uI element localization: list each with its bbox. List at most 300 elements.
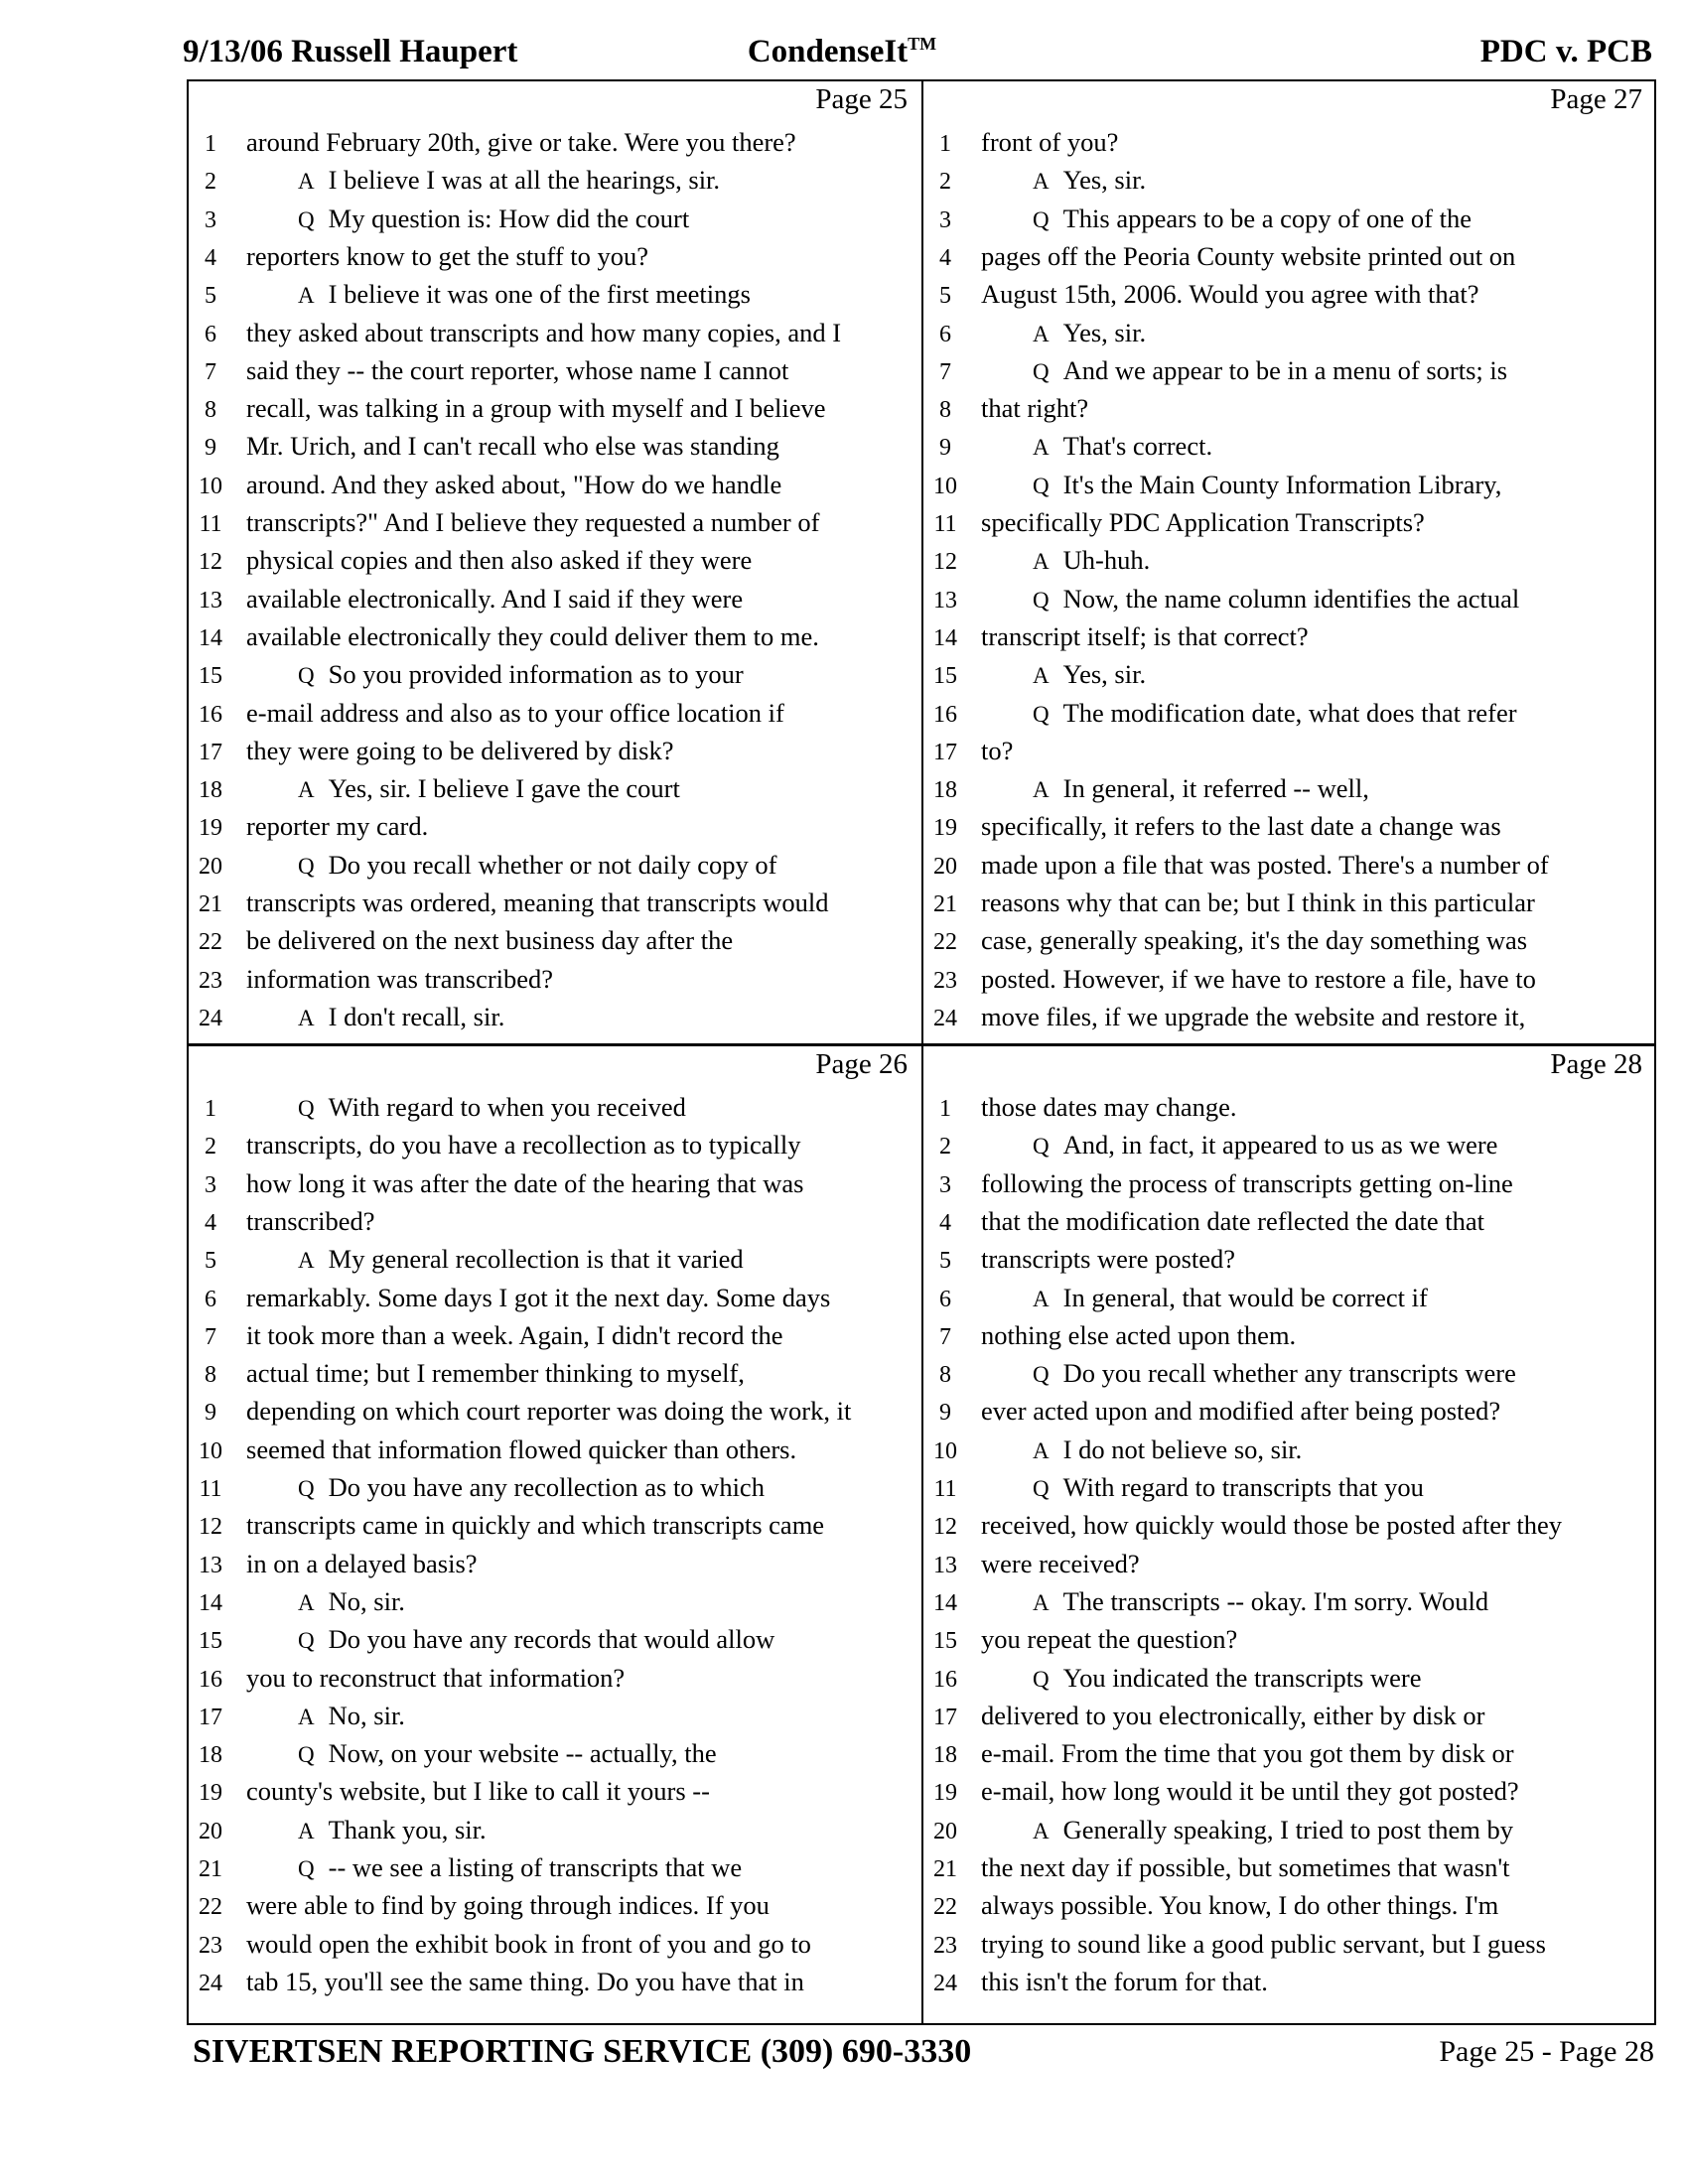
- line-number: 15: [199, 663, 222, 690]
- transcript-line: [189, 1925, 811, 1963]
- testimony-text: In general, that would be correct if: [1062, 1282, 1428, 1312]
- line-number: 5: [939, 1248, 951, 1275]
- line-text: [981, 921, 1527, 959]
- line-text: [246, 694, 784, 732]
- line-text: [298, 1848, 742, 1888]
- line-text: [981, 1963, 1268, 2000]
- line-text: [1033, 1354, 1516, 1394]
- line-text: [298, 1088, 686, 1128]
- line-text: [298, 655, 744, 695]
- testimony-text: e-mail. From the time that you got them by disk or: [981, 1738, 1514, 1769]
- transcript-line: [189, 1963, 804, 2000]
- transcript-line: [189, 1354, 745, 1392]
- line-number: 10: [933, 1437, 957, 1464]
- line-number: 24: [933, 1005, 957, 1031]
- line-text: [981, 1620, 1237, 1658]
- testimony-text: they were going to be delivered by disk?: [246, 735, 674, 765]
- line-text: [298, 998, 504, 1037]
- testimony-text: So you provided information as to your: [328, 659, 744, 690]
- testimony-text: be delivered on the next business day after the: [246, 925, 734, 956]
- line-number: 21: [199, 1856, 222, 1882]
- speaker-label: A: [298, 1589, 315, 1615]
- line-number: 9: [205, 1400, 216, 1427]
- transcript-line: [189, 1848, 743, 1886]
- line-text: [246, 960, 553, 998]
- transcript-line: [923, 1620, 1238, 1658]
- line-text: [1033, 161, 1146, 201]
- testimony-text: that right?: [981, 393, 1089, 424]
- testimony-text: transcripts?" And I believe they requested a number of: [246, 507, 820, 537]
- line-text: [246, 503, 819, 541]
- testimony-text: following the process of transcripts getting on-line: [981, 1167, 1513, 1198]
- line-number: 23: [199, 1932, 222, 1959]
- transcript-line: [923, 1811, 1513, 1848]
- testimony-text: pages off the Peoria County website printed out on: [981, 240, 1516, 271]
- testimony-text: said they -- the court reporter, whose name I cannot: [246, 354, 789, 385]
- transcript-line: [923, 1240, 1236, 1278]
- line-number: 19: [199, 815, 222, 842]
- transcript-line: [189, 960, 554, 998]
- testimony-text: seemed that information flowed quicker than others.: [246, 1433, 797, 1464]
- line-number: 6: [205, 321, 216, 347]
- transcript-line: [923, 1468, 1424, 1506]
- testimony-text: would open the exhibit book in front of you and go to: [246, 1928, 811, 1959]
- line-number: 17: [199, 739, 222, 765]
- line-number: 18: [933, 1742, 957, 1769]
- line-number: 5: [205, 1248, 216, 1275]
- transcript-line: [923, 1848, 1510, 1886]
- speaker-label: Q: [298, 1096, 315, 1121]
- line-number: 9: [939, 1400, 951, 1427]
- line-text: [246, 1202, 375, 1240]
- speaker-label: A: [1033, 1286, 1050, 1311]
- line-number: 21: [933, 1856, 957, 1882]
- speaker-label: A: [1033, 1589, 1050, 1615]
- transcript-line: [923, 1545, 1140, 1582]
- line-text: [981, 998, 1525, 1035]
- line-text: [246, 1886, 770, 1924]
- transcript-line: [923, 807, 1501, 845]
- line-text: [298, 1468, 765, 1508]
- line-number: 15: [933, 663, 957, 690]
- line-text: [246, 541, 752, 579]
- line-text: [981, 1734, 1514, 1772]
- testimony-text: Yes, sir.: [1062, 165, 1147, 196]
- line-text: [1033, 427, 1212, 467]
- testimony-text: specifically PDC Application Transcripts?: [981, 507, 1425, 537]
- transcript-line: [189, 1506, 825, 1544]
- speaker-label: A: [1033, 169, 1050, 195]
- testimony-text: trying to sound like a good public servant, but I guess: [981, 1928, 1546, 1959]
- line-text: [981, 1164, 1513, 1202]
- line-text: [246, 884, 829, 921]
- line-number: 7: [205, 1323, 216, 1350]
- line-text: [298, 161, 720, 201]
- transcript-line: [189, 884, 829, 921]
- line-text: [246, 1126, 801, 1163]
- line-number: 10: [199, 1437, 222, 1464]
- speaker-label: Q: [298, 663, 315, 689]
- line-number: 1: [939, 131, 951, 157]
- testimony-text: e-mail address and also as to your office location if: [246, 697, 784, 728]
- testimony-text: -- we see a listing of transcripts that we: [328, 1852, 743, 1882]
- transcript-line: [189, 1431, 797, 1468]
- line-text: [981, 1925, 1546, 1963]
- testimony-text: Do you have any recollection as to which: [328, 1472, 765, 1502]
- testimony-text: Do you recall whether or not daily copy of: [328, 849, 777, 880]
- speaker-label: Q: [298, 1628, 315, 1654]
- speaker-label: A: [1033, 435, 1050, 461]
- line-text: [246, 617, 819, 655]
- line-text: [298, 1620, 774, 1660]
- line-number: 13: [199, 587, 222, 614]
- line-text: [981, 1240, 1235, 1278]
- line-text: [1033, 1468, 1424, 1508]
- speaker-label: Q: [1033, 1476, 1050, 1501]
- testimony-text: transcripts, do you have a recollection as to typically: [246, 1130, 801, 1160]
- transcript-line: [189, 921, 734, 959]
- line-text: [246, 580, 743, 617]
- line-text: [1033, 466, 1501, 505]
- transcript-line: [923, 960, 1536, 998]
- line-number: 14: [199, 624, 222, 651]
- line-text: [246, 1392, 851, 1430]
- testimony-text: depending on which court reporter was doing the work, it: [246, 1396, 852, 1427]
- testimony-text: Generally speaking, I tried to post them by: [1062, 1814, 1513, 1844]
- transcript-line: [923, 1659, 1422, 1697]
- line-text: [246, 237, 648, 275]
- transcript-line: [923, 1126, 1498, 1163]
- transcript-line: [923, 1279, 1428, 1316]
- speaker-label: A: [1033, 1437, 1050, 1463]
- testimony-text: tab 15, you'll see the same thing. Do you have that in: [246, 1966, 804, 1996]
- line-number: 13: [933, 587, 957, 614]
- line-number: 23: [933, 1932, 957, 1959]
- testimony-text: in on a delayed basis?: [246, 1548, 478, 1578]
- line-text: [1033, 1659, 1421, 1699]
- line-text: [981, 1848, 1509, 1886]
- testimony-text: delivered to you electronically, either by disk or: [981, 1700, 1485, 1730]
- transcript-line: [189, 389, 826, 427]
- testimony-text: transcript itself; is that correct?: [981, 620, 1309, 651]
- testimony-text: how long it was after the date of the hearing that was: [246, 1167, 804, 1198]
- line-number: 22: [199, 1894, 222, 1921]
- testimony-text: nothing else acted upon them.: [981, 1319, 1297, 1350]
- speaker-label: Q: [298, 1856, 315, 1881]
- transcript-line: [923, 351, 1508, 389]
- transcript-line: [923, 769, 1369, 807]
- speaker-label: Q: [1033, 358, 1050, 384]
- testimony-text: Now, on your website -- actually, the: [328, 1738, 717, 1769]
- transcript-line: [189, 1392, 852, 1430]
- speaker-label: A: [298, 283, 315, 309]
- testimony-text: I don't recall, sir.: [328, 1001, 505, 1031]
- speaker-label: Q: [1033, 1666, 1050, 1692]
- line-text: [1033, 1126, 1497, 1165]
- transcript-line: [189, 846, 777, 884]
- transcript-line: [189, 1620, 775, 1658]
- line-number: 22: [199, 929, 222, 956]
- line-text: [981, 503, 1425, 541]
- line-text: [1033, 541, 1150, 581]
- transcript-line: [189, 200, 690, 237]
- testimony-text: made upon a file that was posted. There's a number of: [981, 849, 1549, 880]
- line-text: [1033, 655, 1146, 695]
- transcript-line: [189, 769, 680, 807]
- transcript-line: [189, 427, 779, 465]
- testimony-text: those dates may change.: [981, 1092, 1237, 1122]
- testimony-text: front of you?: [981, 127, 1119, 157]
- line-number: 1: [205, 131, 216, 157]
- line-number: 2: [939, 169, 951, 196]
- testimony-text: Yes, sir.: [1062, 659, 1147, 690]
- line-text: [246, 921, 733, 959]
- testimony-text: transcripts came in quickly and which transcripts came: [246, 1510, 825, 1541]
- transcript-line: [923, 1734, 1514, 1772]
- panel-page-title: Page 28: [1550, 1048, 1642, 1080]
- header-product-name: [0, 34, 1684, 70]
- testimony-text: always possible. You know, I do other things. I'm: [981, 1890, 1499, 1921]
- transcript-line: [189, 1202, 375, 1240]
- testimony-text: case, generally speaking, it's the day something was: [981, 925, 1528, 956]
- testimony-text: specifically, it refers to the last date a change was: [981, 811, 1501, 842]
- testimony-text: Do you have any records that would allow: [328, 1624, 775, 1655]
- line-number: 12: [933, 549, 957, 576]
- testimony-text: information was transcribed?: [246, 963, 554, 994]
- line-number: 15: [199, 1628, 222, 1655]
- line-number: 16: [199, 701, 222, 728]
- transcript-line: [923, 1316, 1297, 1354]
- transcript-line: [189, 1582, 405, 1620]
- line-text: [246, 1354, 745, 1392]
- line-number: 7: [939, 358, 951, 385]
- transcript-line: [189, 617, 819, 655]
- testimony-text: My general recollection is that it varied: [328, 1244, 744, 1275]
- transcript-line: [923, 314, 1147, 351]
- transcript-line: [923, 161, 1147, 199]
- transcript-line: [189, 1240, 744, 1278]
- testimony-text: My question is: How did the court: [328, 203, 690, 233]
- line-text: [981, 1697, 1485, 1734]
- line-number: 3: [939, 206, 951, 233]
- testimony-text: available electronically. And I said if they were: [246, 583, 744, 614]
- testimony-text: transcribed?: [246, 1205, 375, 1236]
- transcript-line: [923, 200, 1472, 237]
- testimony-text: No, sir.: [328, 1585, 405, 1616]
- line-number: 24: [933, 1970, 957, 1996]
- line-text: [246, 1316, 783, 1354]
- testimony-text: The modification date, what does that refer: [1062, 697, 1517, 728]
- transcript-line: [189, 1088, 686, 1126]
- line-text: [246, 389, 826, 427]
- line-number: 6: [939, 1286, 951, 1312]
- transcript-line: [189, 1545, 478, 1582]
- line-text: [298, 846, 776, 886]
- speaker-label: Q: [1033, 206, 1050, 232]
- transcript-line: [189, 1126, 801, 1163]
- line-number: 8: [939, 1362, 951, 1389]
- speaker-label: Q: [1033, 587, 1050, 613]
- transcript-line: [189, 998, 505, 1035]
- line-text: [1033, 200, 1472, 239]
- line-text: [1033, 351, 1507, 391]
- line-number: 18: [199, 777, 222, 804]
- line-number: 11: [933, 511, 957, 537]
- line-text: [1033, 694, 1517, 734]
- speaker-label: A: [298, 1818, 315, 1843]
- panel-page-title: Page 27: [1550, 83, 1642, 115]
- line-number: 8: [205, 397, 216, 424]
- speaker-label: A: [298, 169, 315, 195]
- transcript-line: [189, 503, 820, 541]
- line-number: 10: [199, 473, 222, 499]
- line-text: [981, 1088, 1237, 1126]
- line-number: 1: [939, 1096, 951, 1122]
- transcript-line: [189, 732, 674, 769]
- testimony-text: Mr. Urich, and I can't recall who else was standing: [246, 431, 779, 462]
- line-number: 7: [205, 358, 216, 385]
- testimony-text: recall, was talking in a group with myself and I believe: [246, 393, 826, 424]
- transcript-line: [923, 1354, 1516, 1392]
- testimony-text: were able to find by going through indices. If you: [246, 1890, 770, 1921]
- line-number: 13: [933, 1552, 957, 1578]
- transcript-panel-page-26: [189, 1046, 921, 2011]
- header-case-name: PDC v. PCB: [1479, 34, 1652, 69]
- testimony-text: this isn't the forum for that.: [981, 1966, 1268, 1996]
- speaker-label: A: [298, 1005, 315, 1030]
- testimony-text: I believe it was one of the first meetings: [328, 279, 751, 310]
- testimony-text: to?: [981, 735, 1014, 765]
- testimony-text: they asked about transcripts and how many copies, and I: [246, 317, 842, 347]
- transcript-line: [189, 237, 649, 275]
- testimony-text: physical copies and then also asked if they were: [246, 545, 753, 576]
- line-number: 18: [933, 777, 957, 804]
- line-text: [246, 1772, 710, 1810]
- speaker-label: Q: [298, 206, 315, 232]
- line-text: [1033, 769, 1369, 809]
- footer-reporting-service: SIVERTSEN REPORTING SERVICE (309) 690-3330: [193, 2033, 972, 2070]
- testimony-text: that the modification date reflected the date that: [981, 1205, 1484, 1236]
- line-number: 21: [199, 891, 222, 917]
- transcript-line: [923, 1963, 1268, 2000]
- transcript-line: [923, 846, 1549, 884]
- testimony-text: reasons why that can be; but I think in this particular: [981, 887, 1535, 917]
- line-number: 22: [933, 1894, 957, 1921]
- transcript-line: [189, 351, 789, 389]
- speaker-label: A: [298, 1704, 315, 1729]
- line-number: 17: [199, 1704, 222, 1730]
- line-number: 6: [205, 1286, 216, 1312]
- transcript-line: [923, 1088, 1237, 1126]
- line-number: 5: [939, 283, 951, 310]
- line-text: [981, 1772, 1519, 1810]
- transcript-line: [189, 466, 782, 503]
- transcript-line: [923, 655, 1147, 693]
- testimony-text: available electronically they could deliver them to me.: [246, 620, 819, 651]
- transcript-line: [923, 1886, 1499, 1924]
- transcript-line: [923, 1202, 1484, 1240]
- line-text: [1033, 1431, 1302, 1470]
- transcript-line: [923, 998, 1526, 1035]
- transcript-line: [189, 1279, 831, 1316]
- transcript-panel-page-28: [923, 1046, 1656, 2011]
- testimony-text: Uh-huh.: [1062, 545, 1151, 576]
- line-number: 20: [199, 1818, 222, 1844]
- line-number: 14: [199, 1589, 222, 1616]
- speaker-label: A: [298, 777, 315, 803]
- line-number: 9: [205, 435, 216, 462]
- transcript-line: [923, 921, 1528, 959]
- testimony-text: actual time; but I remember thinking to myself,: [246, 1358, 745, 1389]
- line-text: [246, 1925, 811, 1963]
- line-number: 19: [933, 1780, 957, 1807]
- line-text: [298, 275, 751, 315]
- line-number: 15: [933, 1628, 957, 1655]
- transcript-line: [923, 1697, 1485, 1734]
- transcript-line: [189, 275, 751, 313]
- line-text: [1033, 1811, 1513, 1850]
- transcript-line: [189, 580, 744, 617]
- transcript-line: [923, 427, 1213, 465]
- line-text: [1033, 314, 1146, 353]
- line-text: [246, 314, 841, 351]
- line-number: 20: [199, 853, 222, 880]
- line-number: 14: [933, 1589, 957, 1616]
- line-text: [246, 1279, 830, 1316]
- transcript-line: [923, 466, 1502, 503]
- transcript-panel-page-27: [923, 81, 1656, 1046]
- line-number: 22: [933, 929, 957, 956]
- line-number: 2: [205, 1134, 216, 1160]
- line-number: 4: [205, 1209, 216, 1236]
- transcript-line: [189, 123, 796, 161]
- transcript-line: [189, 655, 744, 693]
- speaker-label: A: [1033, 549, 1050, 575]
- testimony-text: In general, it referred -- well,: [1062, 773, 1369, 804]
- line-text: [246, 1963, 804, 2000]
- testimony-text: With regard to transcripts that you: [1062, 1472, 1424, 1502]
- transcript-line: [189, 1164, 804, 1202]
- speaker-label: A: [298, 1248, 315, 1274]
- testimony-text: the next day if possible, but sometimes that wasn't: [981, 1852, 1510, 1882]
- speaker-label: Q: [1033, 1134, 1050, 1160]
- line-text: [246, 732, 674, 769]
- line-text: [298, 200, 689, 239]
- speaker-label: Q: [1033, 701, 1050, 727]
- testimony-text: You indicated the transcripts were: [1062, 1662, 1422, 1693]
- transcript-line: [923, 389, 1089, 427]
- line-number: 19: [933, 815, 957, 842]
- line-text: [1033, 1279, 1428, 1318]
- transcript-line: [923, 694, 1517, 732]
- transcript-line: [189, 1734, 717, 1772]
- transcript-line: [923, 1431, 1303, 1468]
- line-number: 23: [933, 967, 957, 994]
- testimony-text: transcripts was ordered, meaning that transcripts would: [246, 887, 829, 917]
- line-number: 8: [939, 397, 951, 424]
- testimony-text: Yes, sir.: [1062, 317, 1147, 347]
- transcript-line: [923, 732, 1014, 769]
- line-number: 20: [933, 853, 957, 880]
- trademark-mark: TM: [908, 34, 937, 54]
- transcript-line: [189, 541, 753, 579]
- line-number: 19: [199, 1780, 222, 1807]
- testimony-text: No, sir.: [328, 1700, 405, 1730]
- line-number: 4: [205, 244, 216, 271]
- testimony-text: Now, the name column identifies the actual: [1062, 583, 1520, 614]
- testimony-text: remarkably. Some days I got it the next day. Some days: [246, 1282, 831, 1312]
- line-number: 17: [933, 1704, 957, 1730]
